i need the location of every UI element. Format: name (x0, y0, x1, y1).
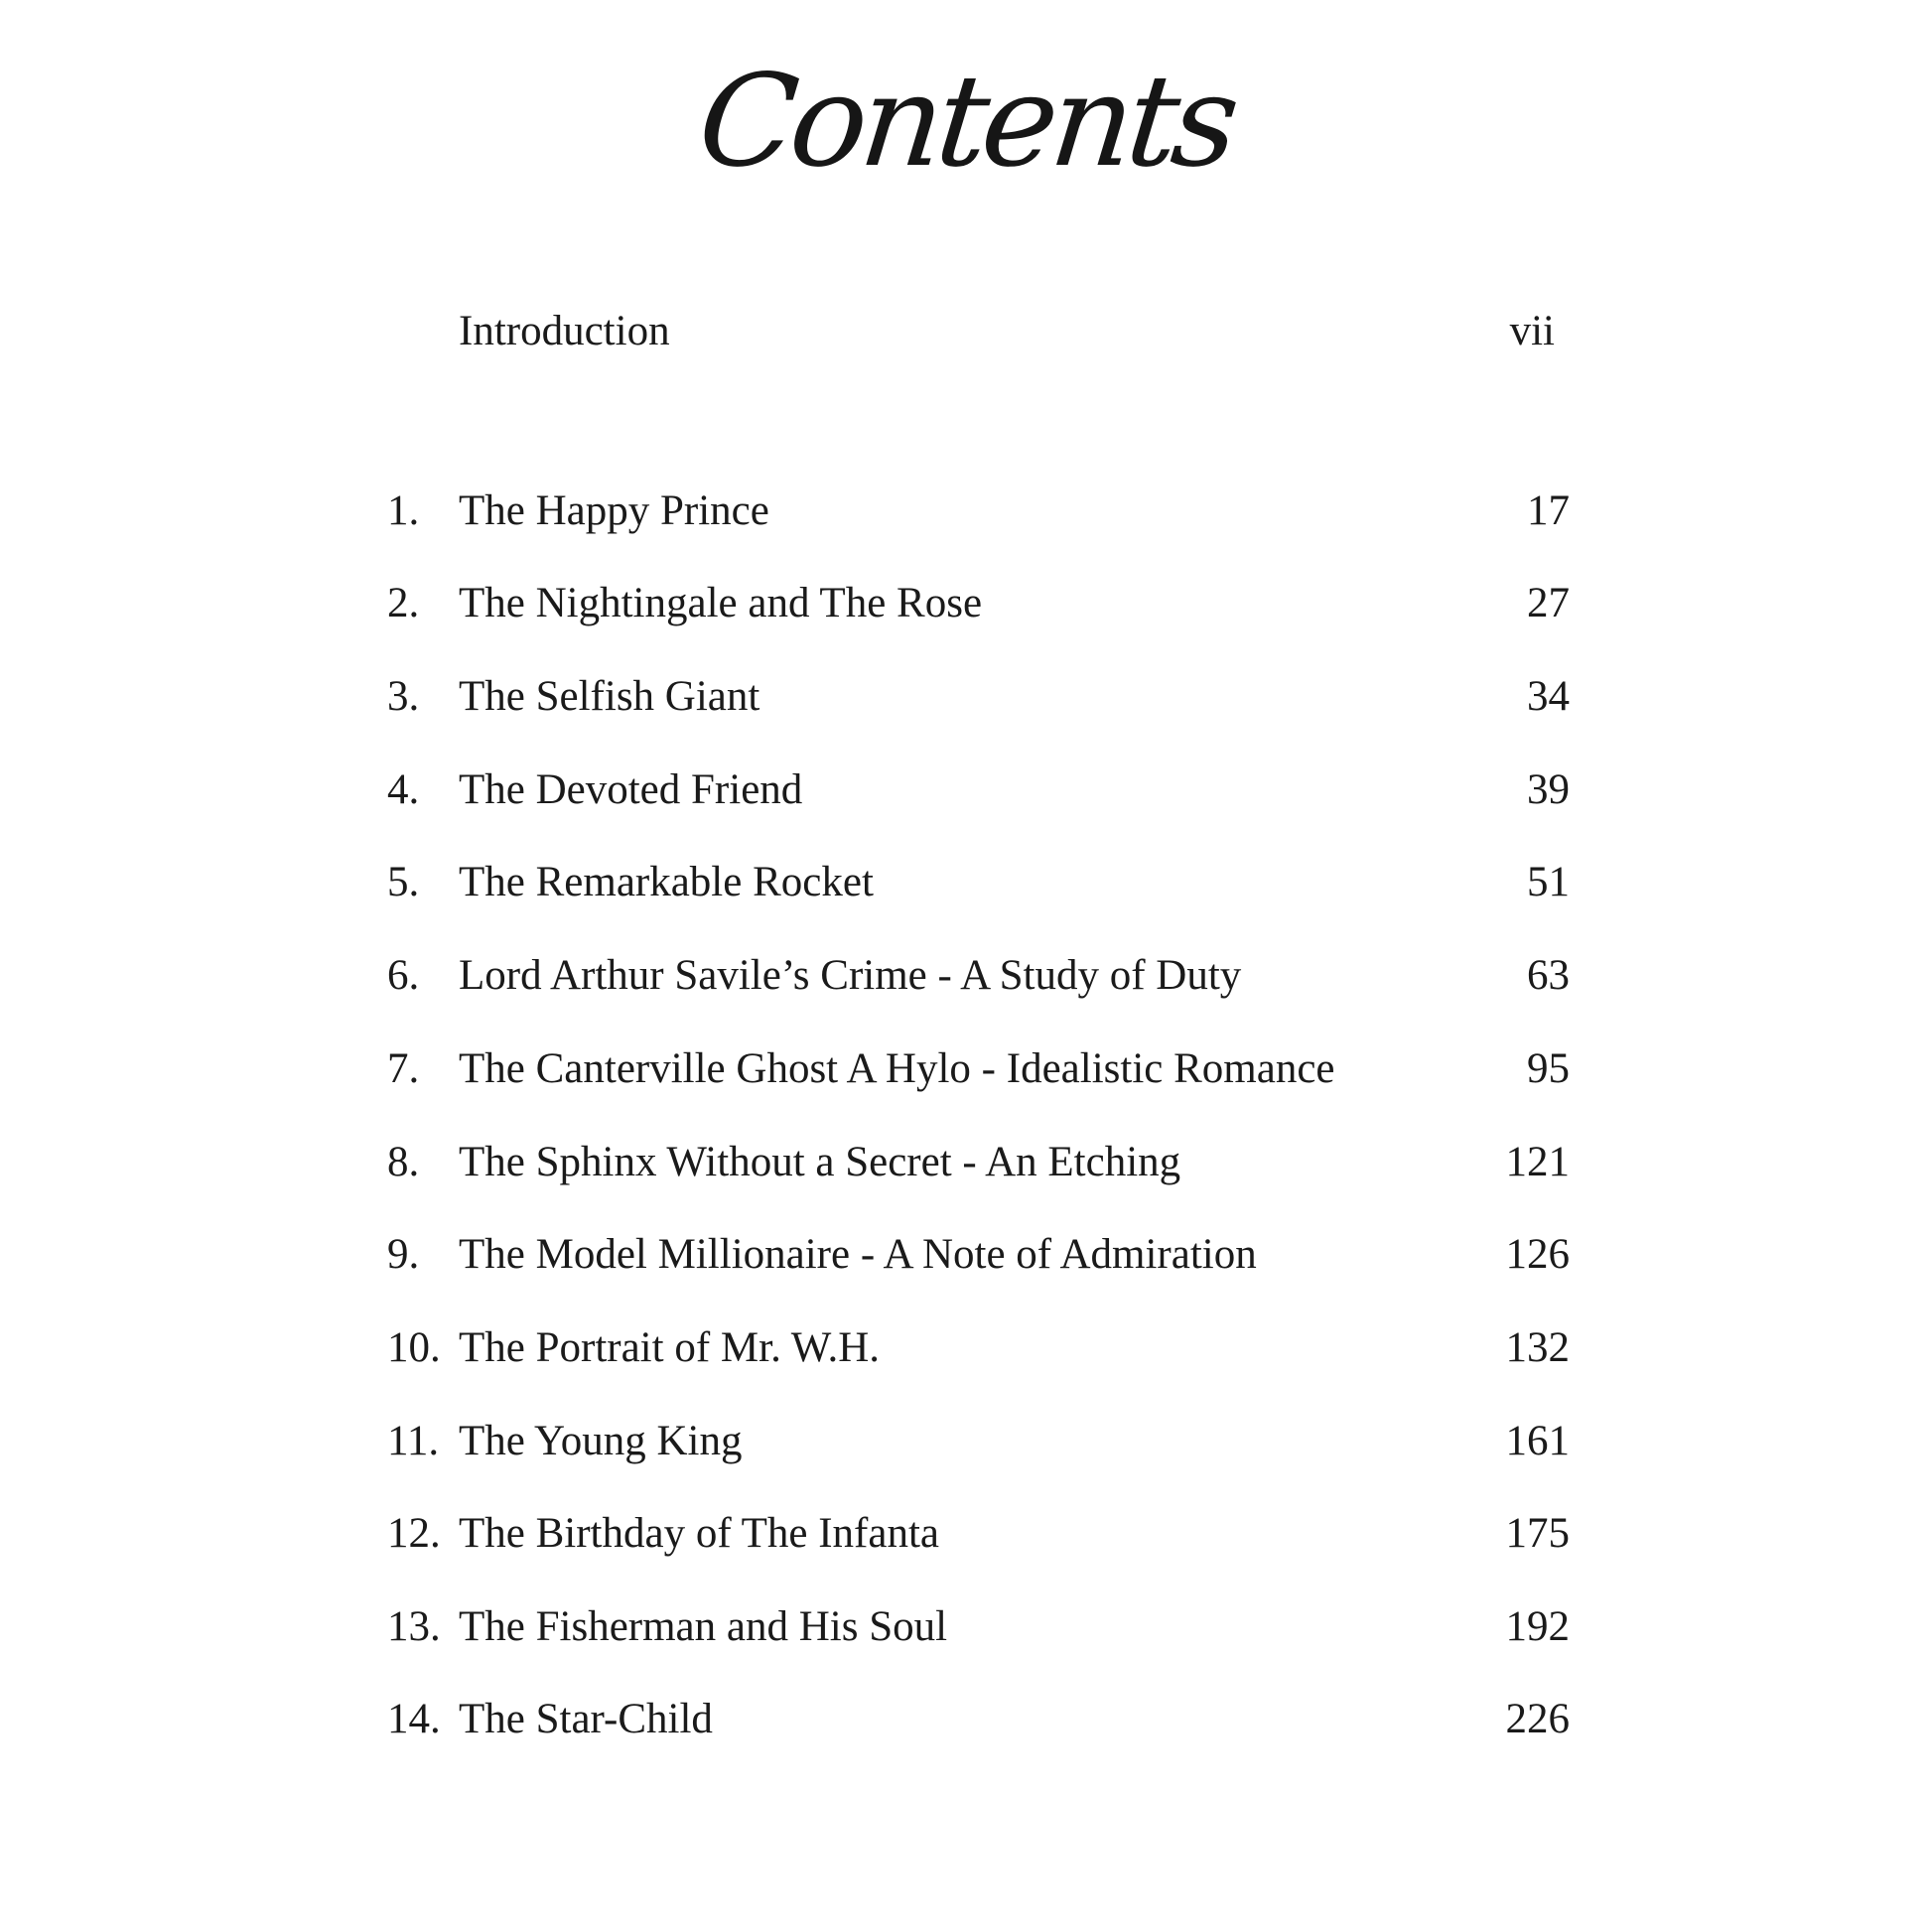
toc-entry (0, 1597, 1932, 1657)
toc-page-number: 39 (1527, 766, 1570, 813)
toc-entry-number: 13. (387, 1603, 441, 1650)
toc-entry (0, 1225, 1932, 1285)
toc-entry-number: 9. (387, 1231, 420, 1278)
toc-page-number: 175 (1505, 1510, 1570, 1557)
toc-entry-label: The Birthday of The Infanta (459, 1510, 939, 1557)
toc-entry-number: 7. (387, 1045, 420, 1092)
toc-entry-number: 4. (387, 766, 420, 813)
toc-page-number: 126 (1505, 1231, 1570, 1278)
toc-page-number: 226 (1505, 1696, 1570, 1742)
toc-entry-label: The Model Millionaire - A Note of Admiration (459, 1231, 1257, 1278)
toc-entry-number: 2. (387, 580, 420, 626)
toc-entry-number: 6. (387, 952, 420, 999)
toc-page-number: 192 (1505, 1603, 1570, 1650)
toc-entry-number: 10. (387, 1324, 441, 1371)
toc-entry-number: 11. (387, 1418, 440, 1464)
toc-page-number: 161 (1505, 1418, 1570, 1464)
toc-entry-label: Lord Arthur Savile’s Crime - A Study of Duty (459, 952, 1242, 999)
toc-entry (0, 1504, 1932, 1564)
toc-entry-number: 8. (387, 1139, 420, 1185)
toc-entry (0, 574, 1932, 633)
toc-entry-number: 1. (387, 487, 420, 534)
toc-entry (0, 1690, 1932, 1749)
toc-page-number: vii (1509, 308, 1555, 354)
toc-entry-label: The Remarkable Rocket (459, 859, 874, 905)
toc-entry-number: 3. (387, 673, 420, 720)
toc-entry (0, 1133, 1932, 1192)
toc-entry-number: 5. (387, 859, 420, 905)
toc-entry-label: The Sphinx Without a Secret - An Etching (459, 1139, 1181, 1185)
toc-entry-number: 12. (387, 1510, 441, 1557)
toc-entry-label: The Portrait of Mr. W.H. (459, 1324, 880, 1371)
toc-entry (0, 853, 1932, 912)
toc-entry-label: Introduction (459, 308, 670, 354)
toc-entry (0, 1412, 1932, 1471)
toc-page-number: 27 (1527, 580, 1570, 626)
toc-page-number: 34 (1527, 673, 1570, 720)
toc-page-number: 132 (1505, 1324, 1570, 1371)
toc-entry-label: The Star-Child (459, 1696, 713, 1742)
toc-entry (0, 482, 1932, 541)
toc-page-number: 17 (1527, 487, 1570, 534)
toc-entry (0, 946, 1932, 1006)
toc-entry-label: The Fisherman and His Soul (459, 1603, 948, 1650)
toc-entry-label: The Happy Prince (459, 487, 769, 534)
toc-page-number: 95 (1527, 1045, 1570, 1092)
toc-entry-label: The Young King (459, 1418, 743, 1464)
toc-entry-label: The Devoted Friend (459, 766, 803, 813)
toc-entry (0, 1318, 1932, 1378)
toc-entry-label: The Canterville Ghost A Hylo - Idealistic Romance (459, 1045, 1335, 1092)
toc-entry-number: 14. (387, 1696, 441, 1742)
toc-entry-label: The Nightingale and The Rose (459, 580, 983, 626)
toc-page-number: 51 (1527, 859, 1570, 905)
toc-page-number: 63 (1527, 952, 1570, 999)
page-title: Contents (692, 48, 1240, 196)
toc-page-number: 121 (1505, 1139, 1570, 1185)
toc-introduction (0, 302, 1932, 361)
toc-entry-label: The Selfish Giant (459, 673, 760, 720)
toc-entry (0, 667, 1932, 727)
toc-entry (0, 760, 1932, 820)
toc-entry (0, 1039, 1932, 1099)
